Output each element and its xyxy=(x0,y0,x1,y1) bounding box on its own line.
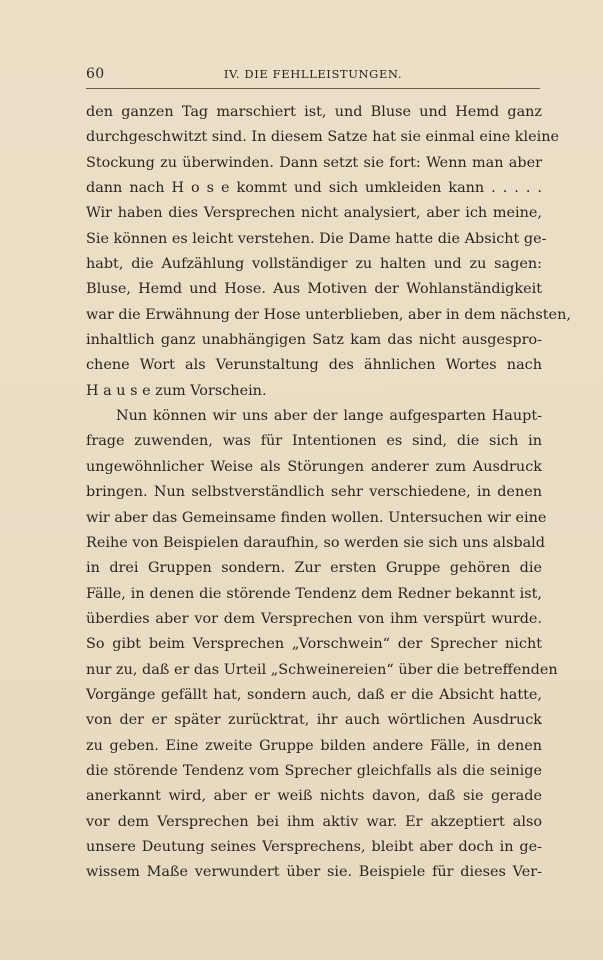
page-number: 60 xyxy=(86,66,105,82)
text-line: vor dem Versprechen bei ihm aktiv war. Er akzeptiert also xyxy=(86,813,542,830)
page-header xyxy=(86,66,540,84)
text-line: Bluse, Hemd und Hose. Aus Motiven der Wohlanständigkeit xyxy=(86,281,542,298)
paragraph xyxy=(86,404,558,886)
text-line: unsere Deutung seines Versprechens, bleibt aber doch in ge- xyxy=(86,838,542,855)
text-line: Stockung zu überwinden. Dann setzt sie fort: Wenn man aber xyxy=(86,154,542,171)
text-line: Vorgänge gefällt hat, sondern auch, daß er die Absicht hatte, xyxy=(86,686,542,703)
paragraph xyxy=(86,100,571,404)
text-line: habt, die Aufzählung vollständiger zu halten und zu sagen: xyxy=(86,256,542,273)
text-line: von der er später zurücktrat, ihr auch wörtlichen Ausdruck xyxy=(86,712,542,729)
text-line: inhaltlich ganz unabhängigen Satz kam das nicht ausgespro- xyxy=(86,332,542,349)
body-text xyxy=(86,100,571,886)
text-line: Wir haben dies Versprechen nicht analysiert, aber ich meine, xyxy=(86,205,542,222)
text-line: war die Erwähnung der Hose unterblieben, aber in dem nächsten, xyxy=(86,306,571,323)
text-line: den ganzen Tag marschiert ist, und Bluse und Hemd ganz xyxy=(86,104,542,120)
running-head: IV. DIE FEHLLEISTUNGEN. xyxy=(223,67,403,81)
text-line: wissem Maße verwundert über sie. Beispiele für dieses Ver- xyxy=(86,864,542,881)
text-line: nur zu, daß er das Urteil „Schweinereien“ über die betreffenden xyxy=(86,661,558,678)
text-line: Nun können wir uns aber der lange aufgesparten Haupt- xyxy=(116,408,542,425)
text-line: frage zuwenden, was für Intentionen es sind, die sich in xyxy=(86,433,542,450)
text-line: anerkannt wird, aber er weiß nichts davon, daß sie gerade xyxy=(86,788,542,805)
text-line: dann nach H o s e kommt und sich umkleiden kann . . . . . xyxy=(86,180,542,197)
text-line: Reihe von Beispielen daraufhin, so werden sie sich uns alsbald xyxy=(86,534,545,551)
text-line: Fälle, in denen die störende Tendenz dem Redner bekannt ist, xyxy=(86,585,542,602)
text-line: Sie können es leicht verstehen. Die Dame hatte die Absicht ge- xyxy=(86,230,547,247)
text-line: in drei Gruppen sondern. Zur ersten Gruppe gehören die xyxy=(86,560,542,577)
text-line: wir aber das Gemeinsame finden wollen. Untersuchen wir eine xyxy=(86,509,547,526)
text-line: ungewöhnlicher Weise als Störungen anderer zum Ausdruck xyxy=(86,458,542,475)
text-line: überdies aber vor dem Versprechen von ihm verspürt wurde. xyxy=(86,610,542,627)
text-line: H a u s e zum Vorschein. xyxy=(86,382,267,399)
text-line: durchgeschwitzt sind. In diesem Satze hat sie einmal eine kleine xyxy=(86,129,560,146)
text-line: die störende Tendenz vom Sprecher gleichfalls als die seinige xyxy=(86,762,542,779)
text-line: bringen. Nun selbstverständlich sehr verschiedene, in denen xyxy=(86,484,542,501)
text-line: chene Wort als Verunstaltung des ähnlichen Wortes nach xyxy=(86,357,542,374)
header-rule xyxy=(86,88,540,89)
text-line: zu geben. Eine zweite Gruppe bilden andere Fälle, in denen xyxy=(86,737,542,754)
text-line: So gibt beim Versprechen „Vorschwein“ der Sprecher nicht xyxy=(86,636,542,653)
